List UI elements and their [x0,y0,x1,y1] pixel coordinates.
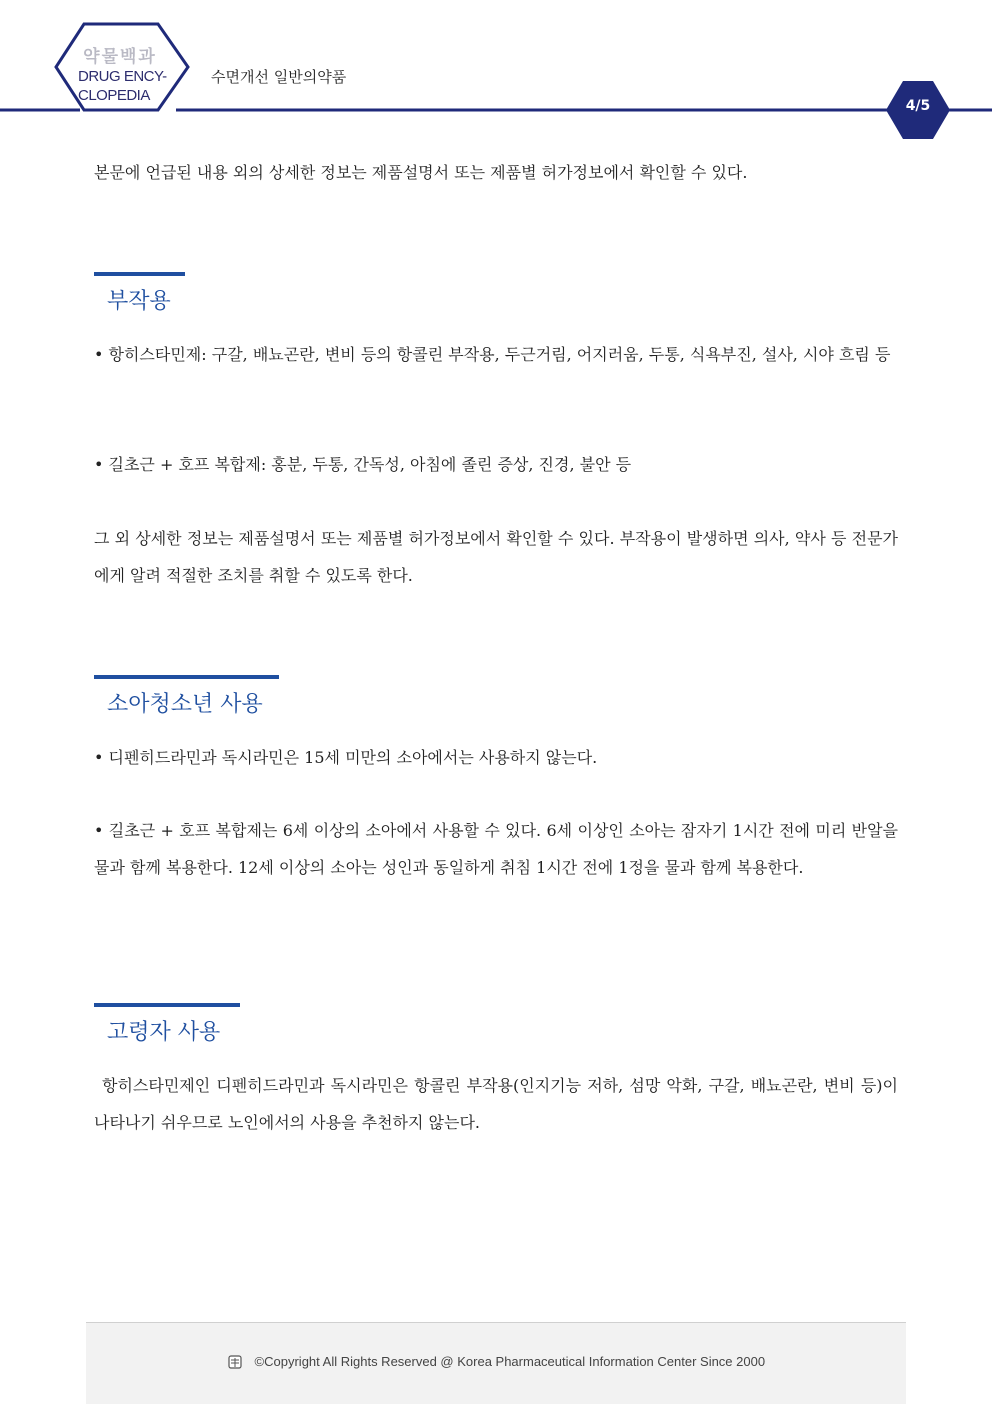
pediatric-valerian-hop: • 길초근 + 호프 복합제는 6세 이상의 소아에서 사용할 수 있다. 6세 이상인 소아는 잠자기 1시간 전에 미리 반알을 물과 함께 복용한다. 12세 이상의 소아는 성인과 동일하게 취침 1시간 전에 1정을 물과 함께 복용한다. [94,821,898,877]
section-underline-bar [94,272,185,276]
logo-english-line2: CLOPEDIA [78,87,150,104]
section-underline-bar [94,1003,240,1007]
side-effects-valerian-hop: • 길초근 + 호프 복합제: 홍분, 두통, 간독성, 아침에 졸린 증상, 진경, 불안 등 [94,455,632,474]
elderly-paragraph: 항히스타민제인 디펜히드라민과 독시라민은 항콜린 부작용(인지기능 저하, 섬망 악화, 구갈, 배뇨곤란, 변비 등)이 나타나기 쉬우므로 노인에서의 사용을 추천하지 않는다. [94,1076,898,1132]
footer [86,1322,906,1404]
pediatric-antihistamine: • 디펜히드라민과 독시라민은 15세 미만의 소아에서는 사용하지 않는다. [94,748,598,767]
page-indicator: 4/5 [905,98,931,114]
side-effects-antihistamine: • 항히스타민제: 구갈, 배뇨곤란, 변비 등의 항콜린 부작용, 두근거림, 어지러움, 두통, 식욕부진, 설사, 시야 흐림 등 [94,345,891,364]
section-underline-bar [94,675,279,679]
logo-english-text [78,67,188,105]
section-heading-side-effects: 부작용 [107,289,171,314]
intro-paragraph: 본문에 언급된 내용 외의 상세한 정보는 제품설명서 또는 제품별 허가정보에서 확인할 수 있다. [94,163,748,182]
kpic-emblem-icon [227,1354,243,1370]
copyright-text: ©Copyright All Rights Reserved @ Korea Pharmaceutical Information Center Since 2000 [254,1354,766,1370]
logo-korean-text: 약물백과 [83,47,157,67]
logo-english-line1: DRUG ENCY- [78,68,167,85]
document-title: 수면개선 일반의약품 [211,68,347,86]
section-heading-elderly: 고령자 사용 [107,1020,221,1045]
side-effects-note: 그 외 상세한 정보는 제품설명서 또는 제품별 허가정보에서 확인할 수 있다. 부작용이 발생하면 의사, 약사 등 전문가에게 알려 적절한 조치를 취할 수 있도록 한다. [94,529,898,585]
section-heading-pediatric: 소아청소년 사용 [107,692,263,717]
footer-content [86,1353,906,1370]
